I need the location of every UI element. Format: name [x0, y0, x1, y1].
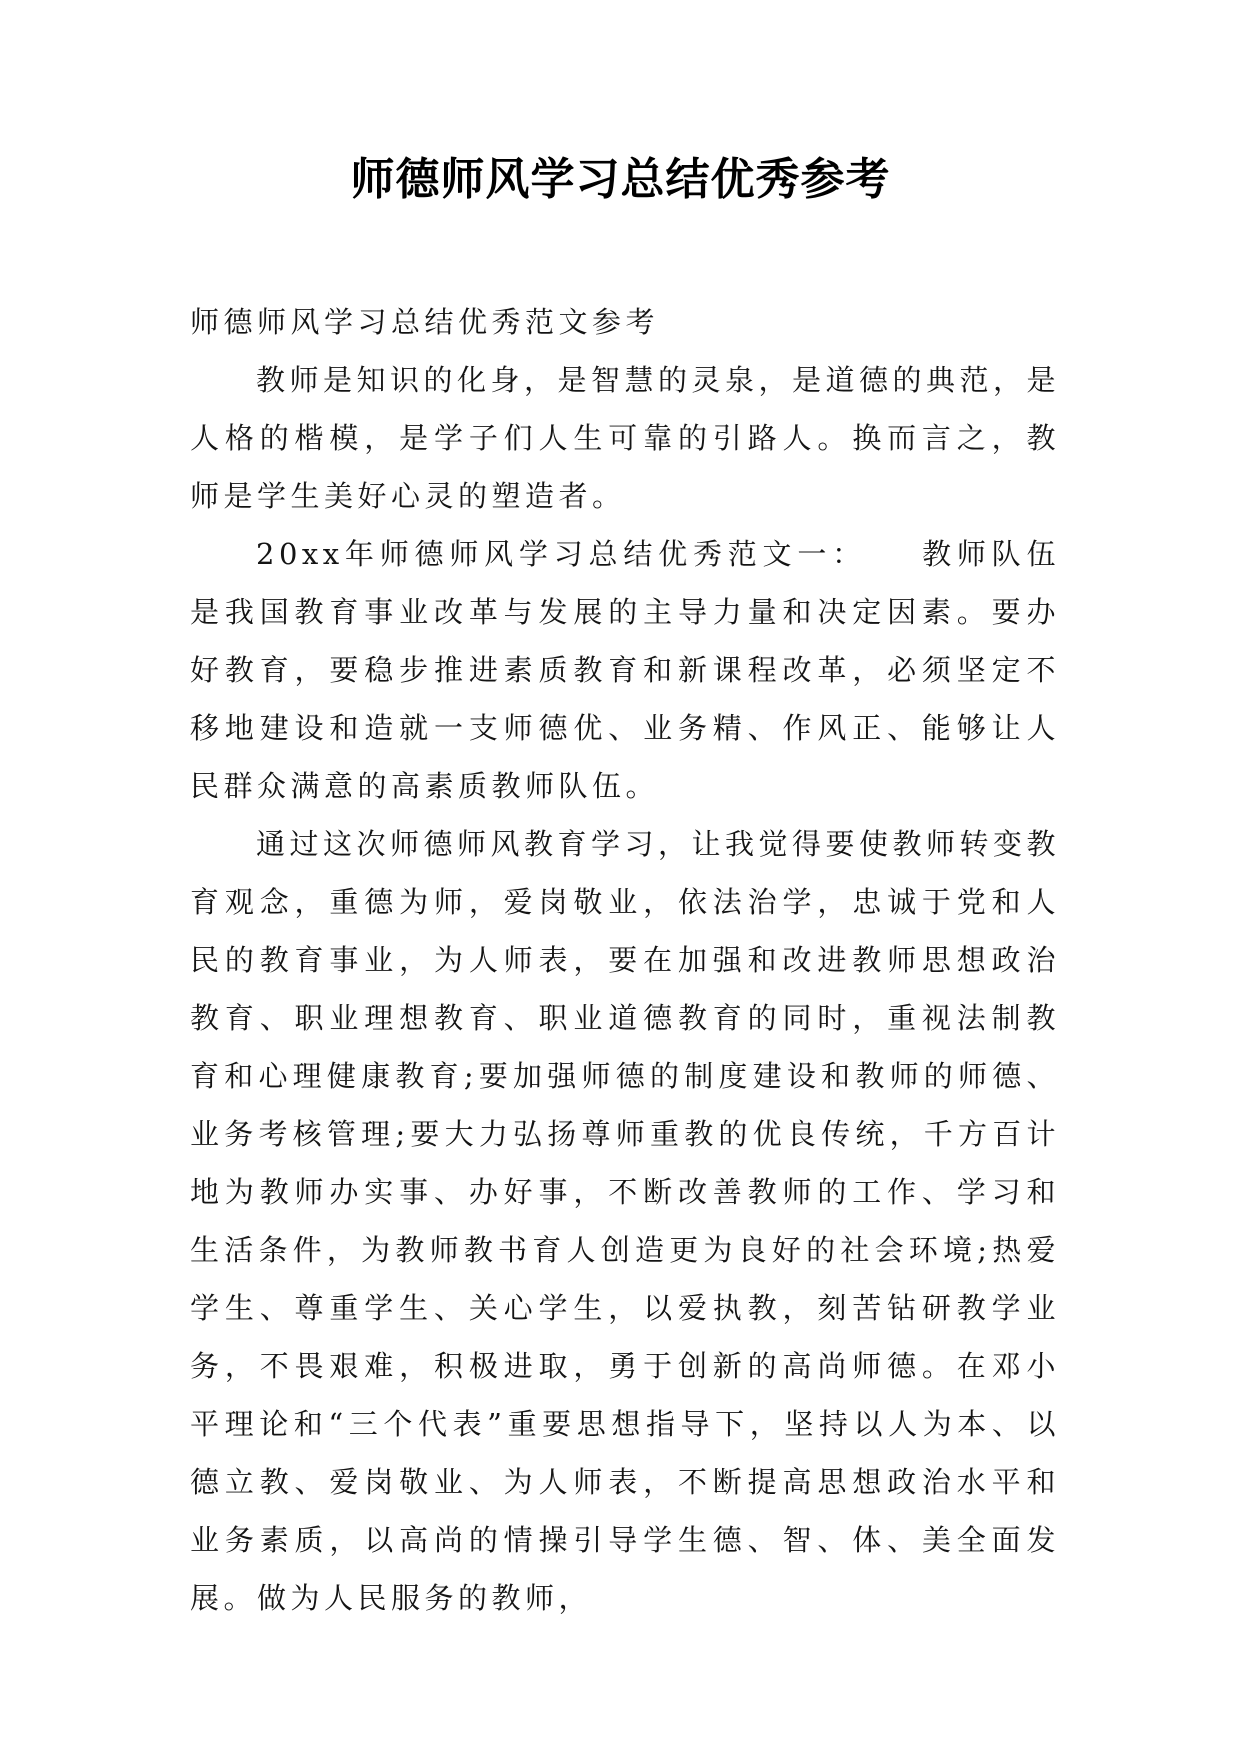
paragraph-essay-one: 20xx年师德师风学习总结优秀范文一： 教师队伍是我国教育事业改革与发展的主导力量和决定因素。要办好教育，要稳步推进素质教育和新课程改革，必须坚定不移地建设和造就一支师德优、业务精、作风正、能够让人民群众满意的高素质教师队伍。 [190, 537, 1060, 803]
document-title: 师德师风学习总结优秀参考 [350, 154, 891, 205]
paragraph-study-reflection: 通过这次师德师风教育学习，让我觉得要使教师转变教育观念，重德为师，爱岗敬业，依法治学，忠诚于党和人民的教育事业，为人师表，要在加强和改进教师思想政治教育、职业理想教育、职业道德教育的同时，重视法制教育和心理健康教育;要加强师德的制度建设和教师的师德、业务考核管理;要大力弘扬尊师重教的优良传统，千方百计地为教师办实事、办好事，不断改善教师的工作、学习和生活条件，为教师教书育人创造更为良好的社会环境;热爱学生、尊重学生、关心学生，以爱执教，刻苦钻研教学业务，不畏艰难，积极进取，勇于创新的高尚师德。在邓小平理论和“三个代表”重要思想指导下，坚持以人为本、以德立教、爱岗敬业、为人师表，不断提高思想政治水平和业务素质，以高尚的情操引导学生德、智、体、美全面发展。做为人民服务的教师， [190, 827, 1061, 1615]
document-body [190, 293, 1060, 1627]
document-subtitle: 师德师风学习总结优秀范文参考 [190, 305, 660, 339]
paragraph-intro: 教师是知识的化身，是智慧的灵泉，是道德的典范，是人格的楷模，是学子们人生可靠的引路人。换而言之，教师是学生美好心灵的塑造者。 [190, 363, 1061, 513]
